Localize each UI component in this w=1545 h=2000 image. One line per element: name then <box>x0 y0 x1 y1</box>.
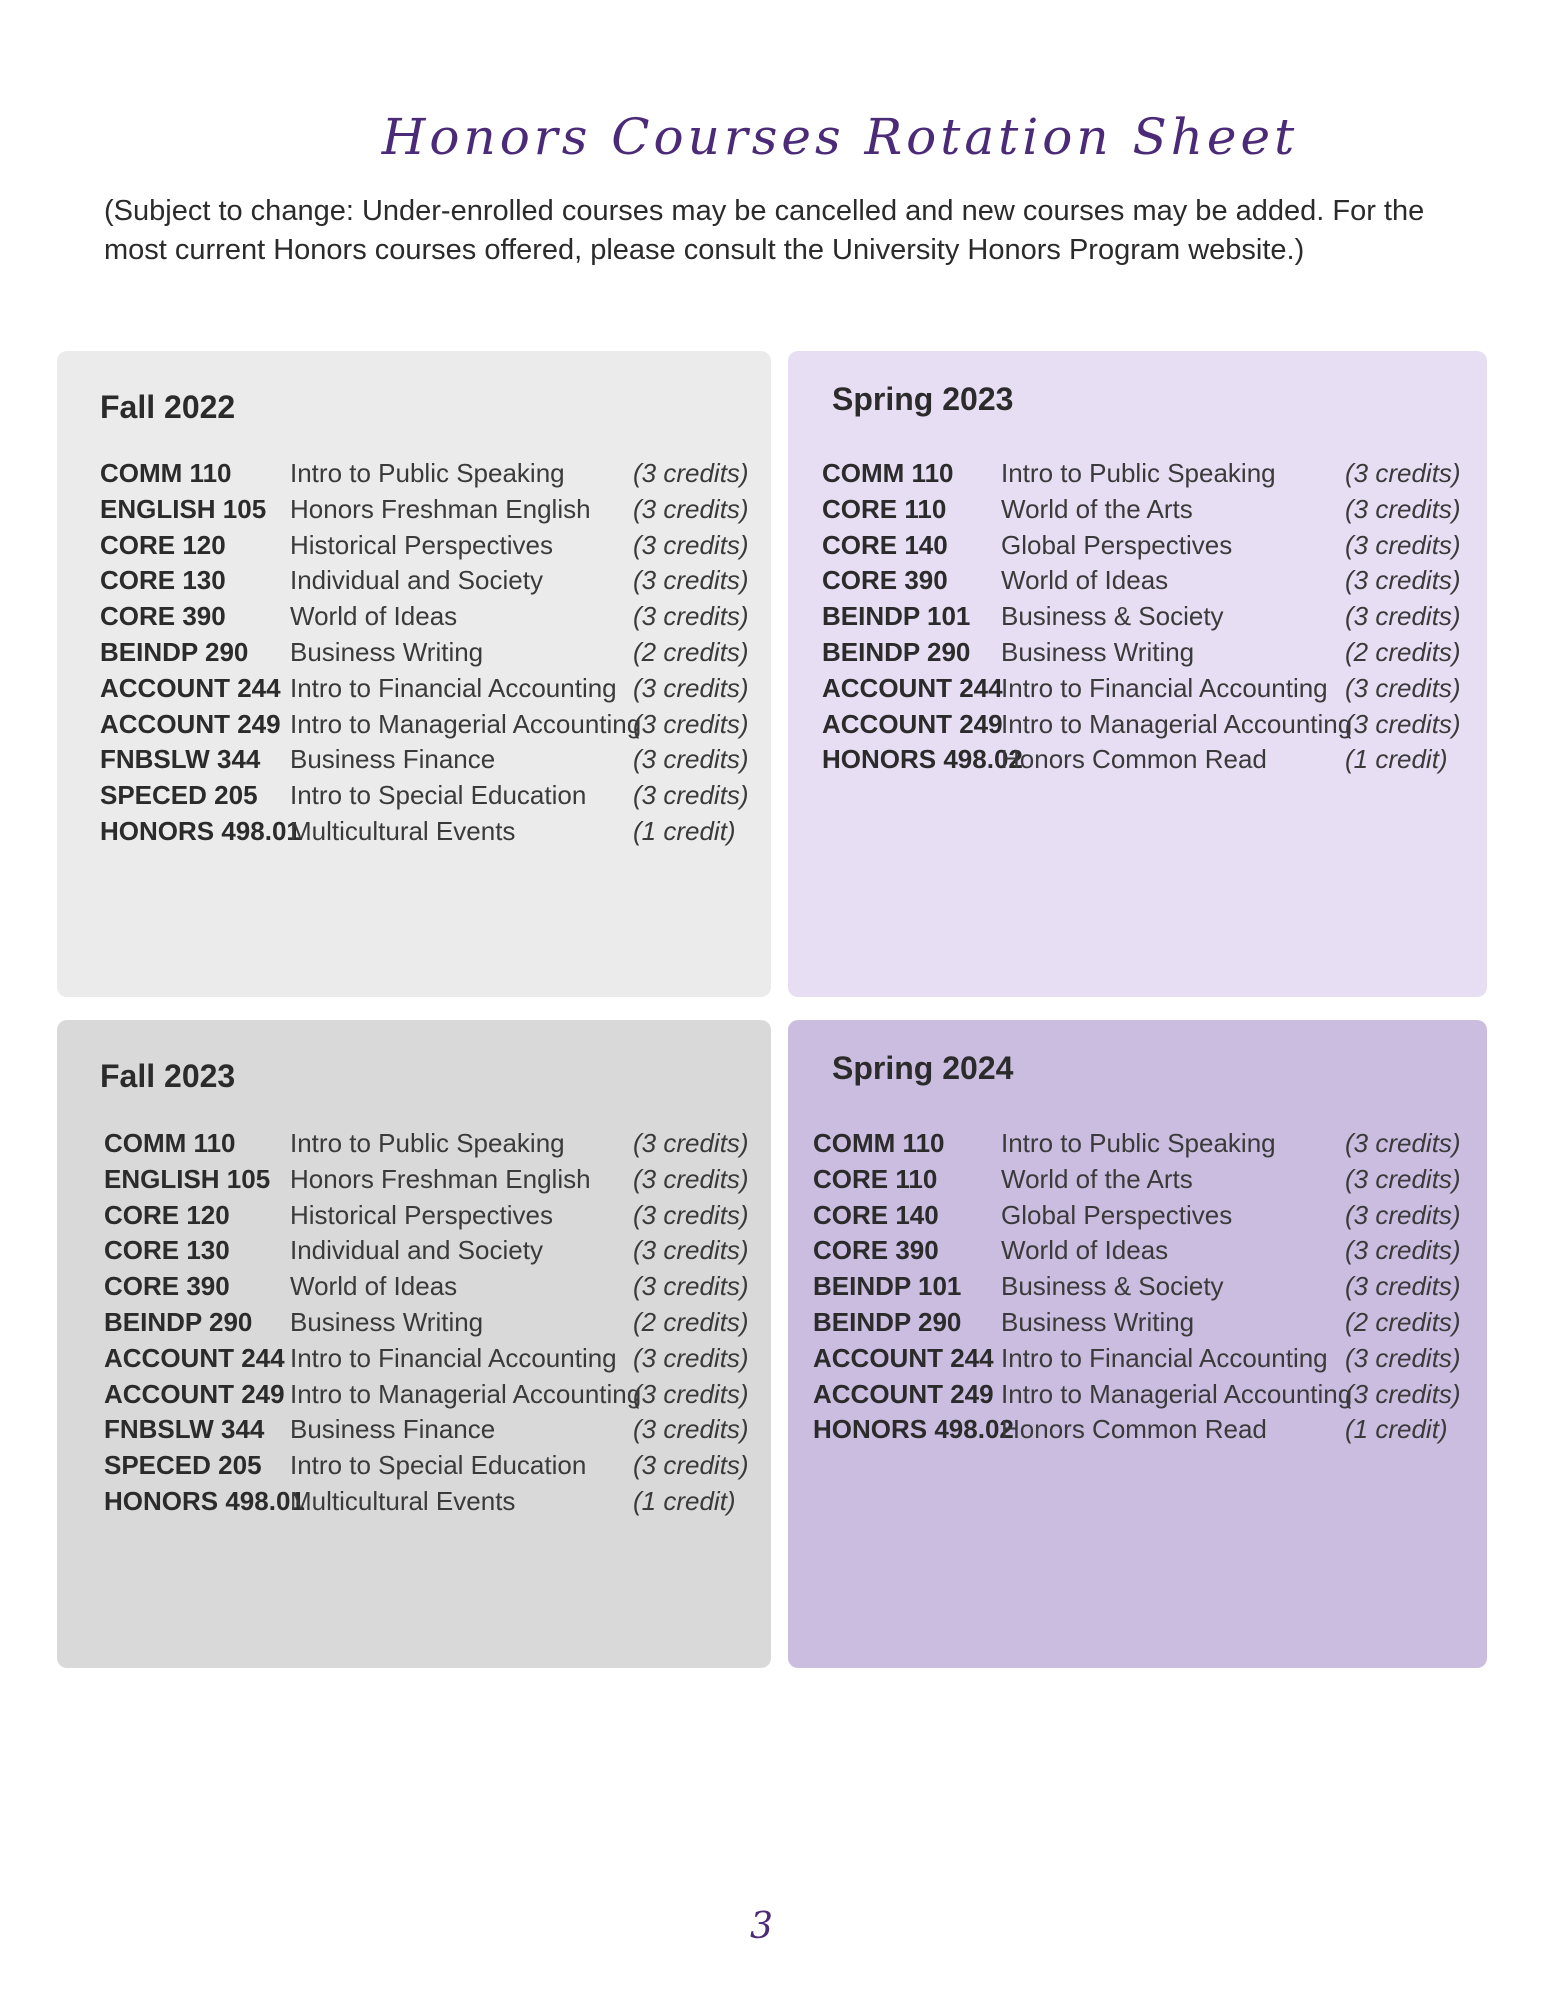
course-credits: (3 credits) <box>633 1450 749 1481</box>
course-name: Intro to Public Speaking <box>290 1128 565 1158</box>
course-name: Intro to Financial Accounting <box>290 1342 617 1373</box>
course-name: Multicultural Events <box>290 1486 516 1516</box>
course-name: Intro to Public Speaking <box>1001 1128 1276 1158</box>
course-credits: (3 credits) <box>633 1235 749 1266</box>
course-code: BEINDP 290 <box>813 1307 962 1337</box>
course-name: Business Finance <box>290 1414 496 1445</box>
course-name: Intro to Financial Accounting <box>1001 672 1328 703</box>
semester-heading: Fall 2022 <box>100 389 236 425</box>
course-code: SPECED 205 <box>104 1450 262 1481</box>
course-credits: (3 credits) <box>633 672 749 703</box>
course-credits: (3 credits) <box>633 601 749 632</box>
course-credits: (3 credits) <box>633 1128 749 1158</box>
course-credits: (3 credits) <box>1345 672 1461 703</box>
course-code: FNBSLW 344 <box>104 1414 265 1445</box>
course-code: ACCOUNT 244 <box>822 672 1003 703</box>
course-code: ACCOUNT 249 <box>822 708 1003 739</box>
course-credits: (3 credits) <box>1345 565 1461 596</box>
course-code: ACCOUNT 244 <box>813 1342 994 1373</box>
course-credits: (3 credits) <box>1345 601 1461 632</box>
course-name: Intro to Financial Accounting <box>1001 1342 1328 1373</box>
course-code: CORE 130 <box>104 1235 230 1266</box>
semester-panel-fall-2023 <box>57 1020 771 1668</box>
course-name: Individual and Society <box>290 1235 543 1266</box>
course-code: HONORS 498.02 <box>813 1414 1014 1445</box>
course-name: Business & Society <box>1001 1271 1224 1302</box>
course-name: World of Ideas <box>1001 1235 1169 1266</box>
course-credits: (3 credits) <box>1345 529 1461 560</box>
course-code: BEINDP 290 <box>100 637 249 667</box>
course-code: BEINDP 290 <box>822 637 971 667</box>
course-code: HONORS 498.01 <box>104 1486 305 1516</box>
course-name: Business Writing <box>290 1307 484 1337</box>
course-code: BEINDP 101 <box>813 1271 962 1302</box>
course-name: Honors Common Read <box>1001 744 1267 775</box>
course-code: CORE 120 <box>100 529 226 560</box>
course-name: World of the Arts <box>1001 1163 1193 1194</box>
semester-heading: Spring 2023 <box>832 381 1014 417</box>
course-name: Intro to Public Speaking <box>290 458 565 488</box>
course-credits: (3 credits) <box>633 529 749 560</box>
course-name: Business & Society <box>1001 601 1224 632</box>
course-code: COMM 110 <box>813 1128 945 1158</box>
page-title: Honors Courses Rotation Sheet <box>381 108 1299 166</box>
course-code: CORE 390 <box>813 1235 939 1266</box>
course-credits: (3 credits) <box>633 1414 749 1445</box>
course-credits: (1 credit) <box>633 816 736 846</box>
course-name: Honors Freshman English <box>290 493 591 524</box>
course-name: Individual and Society <box>290 565 543 596</box>
course-credits: (3 credits) <box>1345 1163 1461 1194</box>
course-name: Honors Common Read <box>1001 1414 1267 1445</box>
course-name: Intro to Managerial Accounting <box>1001 1378 1353 1409</box>
course-code: ACCOUNT 249 <box>100 708 281 739</box>
course-credits: (3 credits) <box>633 1163 749 1194</box>
course-credits: (2 credits) <box>633 1307 749 1337</box>
course-credits: (3 credits) <box>633 780 749 811</box>
course-credits: (3 credits) <box>1345 1342 1461 1373</box>
page-number: 3 <box>750 1906 773 1947</box>
course-name: Historical Perspectives <box>290 529 553 560</box>
course-name: Honors Freshman English <box>290 1163 591 1194</box>
course-code: CORE 120 <box>104 1199 230 1230</box>
course-name: Intro to Managerial Accounting <box>290 1378 642 1409</box>
course-credits: (1 credit) <box>633 1486 736 1516</box>
course-code: CORE 390 <box>104 1271 230 1302</box>
course-code: SPECED 205 <box>100 780 258 811</box>
course-name: World of the Arts <box>1001 493 1193 524</box>
course-code: HONORS 498.02 <box>822 744 1023 775</box>
course-credits: (3 credits) <box>633 565 749 596</box>
course-credits: (3 credits) <box>1345 1378 1461 1409</box>
course-name: World of Ideas <box>290 1271 458 1302</box>
course-name: Intro to Financial Accounting <box>290 672 617 703</box>
course-code: ACCOUNT 244 <box>104 1342 285 1373</box>
course-code: CORE 390 <box>822 565 948 596</box>
course-credits: (2 credits) <box>633 637 749 667</box>
course-credits: (2 credits) <box>1345 637 1461 667</box>
course-code: BEINDP 290 <box>104 1307 253 1337</box>
course-code: ENGLISH 105 <box>104 1163 271 1194</box>
course-name: Business Writing <box>290 637 484 667</box>
course-name: Business Writing <box>1001 637 1195 667</box>
course-credits: (3 credits) <box>633 1378 749 1409</box>
course-name: Intro to Special Education <box>290 1450 587 1481</box>
course-code: ENGLISH 105 <box>100 493 267 524</box>
course-credits: (3 credits) <box>1345 493 1461 524</box>
course-name: World of Ideas <box>1001 565 1169 596</box>
semester-panel-spring-2023 <box>788 351 1487 997</box>
course-credits: (3 credits) <box>633 1271 749 1302</box>
course-code: COMM 110 <box>100 458 232 488</box>
course-code: CORE 130 <box>100 565 226 596</box>
course-name: Intro to Public Speaking <box>1001 458 1276 488</box>
course-name: Intro to Managerial Accounting <box>1001 708 1353 739</box>
course-credits: (3 credits) <box>1345 1128 1461 1158</box>
course-name: Multicultural Events <box>290 816 516 846</box>
course-credits: (3 credits) <box>1345 458 1461 488</box>
course-code: HONORS 498.01 <box>100 816 301 846</box>
course-credits: (1 credit) <box>1345 744 1448 775</box>
course-name: Global Perspectives <box>1001 529 1233 560</box>
course-credits: (3 credits) <box>1345 1199 1461 1230</box>
course-credits: (3 credits) <box>1345 1271 1461 1302</box>
course-credits: (3 credits) <box>633 493 749 524</box>
course-credits: (2 credits) <box>1345 1307 1461 1337</box>
course-code: BEINDP 101 <box>822 601 971 632</box>
semester-panel-spring-2024 <box>788 1020 1487 1668</box>
course-code: CORE 110 <box>813 1163 938 1194</box>
semester-panel-fall-2022 <box>57 351 771 997</box>
course-credits: (3 credits) <box>633 744 749 775</box>
course-credits: (3 credits) <box>1345 1235 1461 1266</box>
course-name: World of Ideas <box>290 601 458 632</box>
course-code: CORE 110 <box>822 493 947 524</box>
course-code: COMM 110 <box>104 1128 236 1158</box>
course-credits: (1 credit) <box>1345 1414 1448 1445</box>
course-code: ACCOUNT 249 <box>813 1378 994 1409</box>
course-code: CORE 140 <box>822 529 948 560</box>
course-code: ACCOUNT 249 <box>104 1378 285 1409</box>
semester-heading: Spring 2024 <box>832 1050 1014 1086</box>
course-credits: (3 credits) <box>633 458 749 488</box>
course-code: ACCOUNT 244 <box>100 672 281 703</box>
subtitle-note: (Subject to change: Under-enrolled courses may be cancelled and new courses may be added. For the most current Honors courses offered, please consult the University Honors Program website.) <box>104 195 1425 266</box>
course-name: Business Writing <box>1001 1307 1195 1337</box>
course-name: Business Finance <box>290 744 496 775</box>
course-credits: (3 credits) <box>633 1342 749 1373</box>
course-name: Intro to Managerial Accounting <box>290 708 642 739</box>
course-code: FNBSLW 344 <box>100 744 261 775</box>
semester-heading: Fall 2023 <box>100 1058 236 1094</box>
course-credits: (3 credits) <box>1345 708 1461 739</box>
course-credits: (3 credits) <box>633 708 749 739</box>
course-code: CORE 140 <box>813 1199 939 1230</box>
course-name: Global Perspectives <box>1001 1199 1233 1230</box>
course-credits: (3 credits) <box>633 1199 749 1230</box>
course-name: Historical Perspectives <box>290 1199 553 1230</box>
course-code: CORE 390 <box>100 601 226 632</box>
course-name: Intro to Special Education <box>290 780 587 811</box>
course-code: COMM 110 <box>822 458 954 488</box>
